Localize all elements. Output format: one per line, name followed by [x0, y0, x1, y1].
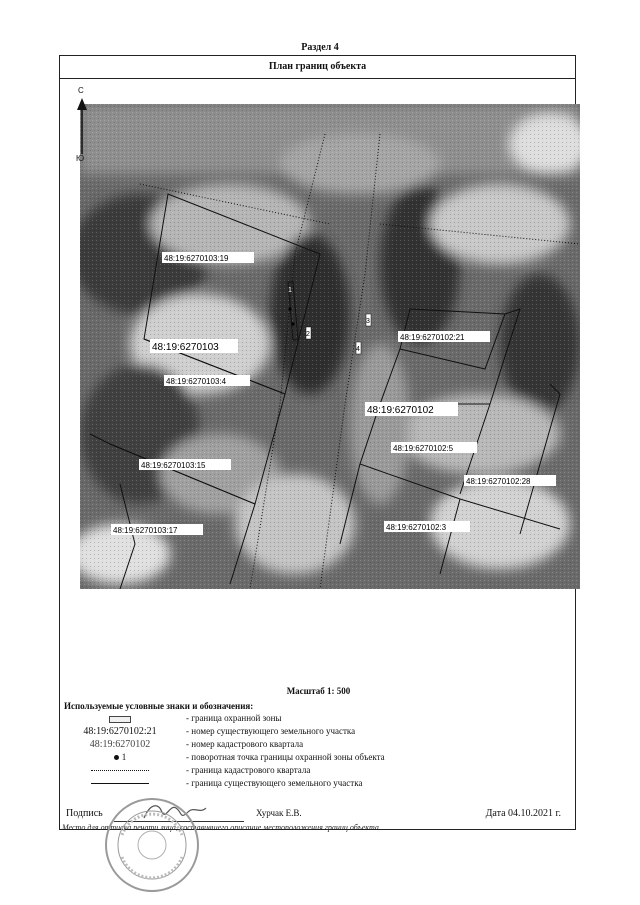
map-scale: Масштаб 1: 500: [286, 686, 351, 696]
seal-stamp: [102, 795, 202, 895]
legend-title: Используемые условные знаки и обозначения:: [64, 701, 254, 711]
legend-symbol-quarter-number: 48:19:6270102: [89, 739, 151, 750]
turning-point-dot-icon: [114, 755, 119, 760]
signer-name: Хурчак Е.В.: [256, 808, 302, 818]
legend-desc-quarter-number: - номер кадастрового квартала: [186, 739, 304, 749]
parcel-label-102-5: 48:19:6270102:5: [393, 444, 454, 453]
map-plan: [80, 104, 580, 589]
quarter-label-103: 48:19:6270103: [152, 342, 219, 353]
parcel-boundary-symbol: [60, 778, 180, 788]
legend-symbol-parcel-number: 48:19:6270102:21: [83, 726, 157, 737]
section-title: Раздел 4: [301, 42, 339, 53]
plan-frame: [59, 55, 576, 830]
point-3-label: 3: [366, 318, 370, 325]
stamp-place-note: Место для оттиска печати лица, составившего описание местоположения границ объекта: [62, 823, 379, 832]
legend-row-parcel-boundary: [60, 778, 575, 791]
quarter-label-102: 48:19:6270102: [367, 405, 434, 416]
legend-desc-quarter-boundary: - граница кадастрового квартала: [186, 765, 311, 775]
legend-row-quarter-number: [60, 739, 575, 752]
plan-title: План границ объекта: [60, 56, 575, 79]
parcel-label-102-21: 48:19:6270102:21: [400, 333, 465, 342]
south-label: Ю: [76, 154, 85, 163]
parcel-label-102-3: 48:19:6270102:3: [386, 523, 447, 532]
legend-symbol-turning-point: [60, 752, 180, 762]
legend-row-parcel-number: [60, 726, 575, 739]
point-1-label: 1: [288, 287, 292, 294]
legend-desc-parcel-number: - номер существующего земельного участка: [186, 726, 356, 736]
zone-boundary-symbol: [60, 713, 180, 725]
signature-date: Дата 04.10.2021 г.: [485, 808, 561, 819]
north-arrow: [74, 86, 94, 166]
north-label: С: [78, 86, 84, 95]
legend-row-quarter-boundary: [60, 765, 575, 778]
legend-desc-turning-point: - поворотная точка границы охранной зоны объекта: [186, 752, 385, 762]
legend-desc-parcel-boundary: - граница существующего земельного участка: [186, 778, 363, 788]
legend-desc-zone: - граница охранной зоны: [186, 713, 282, 723]
parcel-label-103-4: 48:19:6270103:4: [166, 377, 227, 386]
quarter-boundary-symbol: [60, 765, 180, 775]
signature-label: Подпись: [66, 808, 103, 819]
parcel-label-103-15: 48:19:6270103:15: [141, 461, 206, 470]
legend-row-zone: [60, 713, 575, 726]
point-2-label: 2: [306, 331, 310, 338]
point-4-label: 4: [356, 346, 360, 353]
parcel-label-103-17: 48:19:6270103:17: [113, 526, 178, 535]
parcel-label-103-19: 48:19:6270103:19: [164, 254, 229, 263]
legend-point-number: 1: [121, 752, 127, 762]
legend-row-turning-point: [60, 752, 575, 765]
parcel-label-102-28: 48:19:6270102:28: [466, 477, 531, 486]
